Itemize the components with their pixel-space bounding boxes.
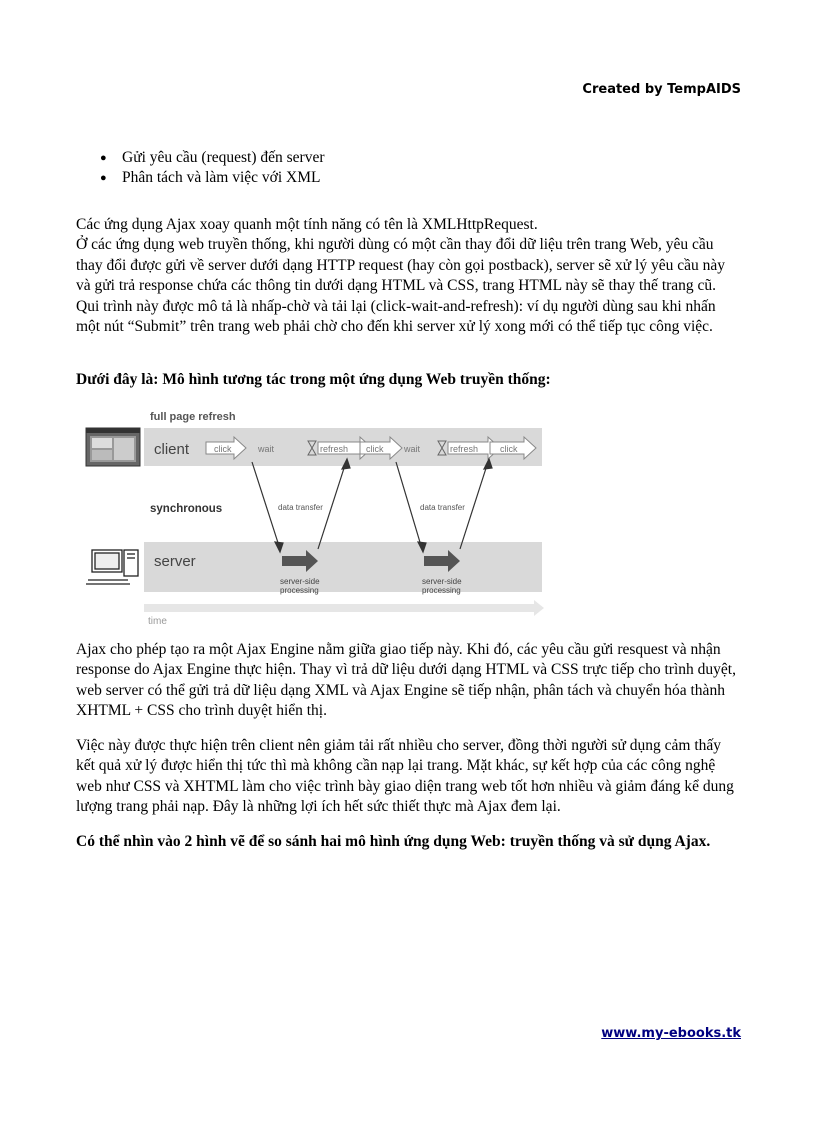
svg-text:refresh: refresh xyxy=(450,444,479,454)
server-side-label: server-side xyxy=(422,577,462,586)
svg-text:click: click xyxy=(214,444,232,454)
heading-compare-models: Có thể nhìn vào 2 hình vẽ để so sánh hai mô hình ứng dụng Web: truyền thống và sử dụng Ajax. xyxy=(76,833,711,850)
created-by-header: Created by TempAIDS xyxy=(582,82,741,97)
wait-label: wait xyxy=(404,444,421,454)
computer-icon xyxy=(86,550,138,584)
footer-link[interactable]: www.my-ebooks.tk xyxy=(601,1026,741,1041)
paragraph-xmlhttprequest: Các ứng dụng Ajax xoay quanh một tính năng có tên là XMLHttpRequest. Ở các ứng dụng web truyền thống, khi người dùng có một cần thay đổi dữ liệu trên trang Web, yêu cầu thay đổi được gửi về server dưới dạng HTTP request (hay còn gọi postback), server sẽ xử lý yêu cầu này và gửi trả response chứa các thông tin dưới dạng HTML và CSS, trang HTML này sẽ thay thế trang cũ. Qui trình này được mô tả là nhấp-chờ và tải lại (click-wait-and-refresh): ví dụ người dùng sau khi nhấn một nút “Submit” trên trang web phải chờ cho đến khi server xử lý xong mới có thể tiếp tục công việc. xyxy=(76,216,726,336)
processing-label: processing xyxy=(280,586,319,595)
wait-label: wait xyxy=(258,444,275,454)
paragraph-benefits: Việc này được thực hiện trên client nên giảm tải rất nhiều cho server, đồng thời người sử dụng cảm thấy kết quả xử lý được hiển thị tức thì mà không cần nạp lại trang. Mặt khác, sự kết hợp của các công nghệ web như CSS và XHTML làm cho việc trình bày giao diện trang web tốt hơn nhiều và giảm đáng kể dung lượng trang phải nạp. Đây là những lợi ích hết sức thiết thực mà Ajax đem lại. xyxy=(76,737,734,816)
svg-text:refresh: refresh xyxy=(320,444,349,454)
server-band xyxy=(144,542,542,592)
traditional-web-model-diagram xyxy=(84,404,546,628)
client-label: client xyxy=(154,441,190,458)
processing-label: processing xyxy=(422,586,461,595)
server-side-label: server-side xyxy=(280,577,320,586)
paragraph-ajax-engine: Ajax cho phép tạo ra một Ajax Engine nằm giữa giao tiếp này. Khi đó, các yêu cầu gửi resquest và nhận response do Ajax Engine thực hiện. Thay vì trả dữ liệu dưới dạng HTML và CSS trực tiếp cho trình duyệt, web server có thể gửi trả dữ liệu dạng XML và Ajax Engine sẽ tiếp nhận, phân tách và chuyển hóa thành XHTML + CSS cho trình duyệt hiển thị. xyxy=(76,641,736,720)
list-item: ● Phân tách và làm việc với XML xyxy=(100,168,325,188)
data-transfer-label: data transfer xyxy=(278,503,323,512)
browser-window-icon xyxy=(86,428,140,466)
data-transfer-label: data transfer xyxy=(420,503,465,512)
synchronous-label: synchronous xyxy=(150,503,223,515)
heading-traditional-model: Dưới đây là: Mô hình tương tác trong một ứng dụng Web truyền thống: xyxy=(76,371,551,388)
list-item: ● Gửi yêu cầu (request) đến server xyxy=(100,148,325,168)
bullet-list xyxy=(100,148,325,188)
time-axis xyxy=(144,600,544,616)
svg-text:click: click xyxy=(500,444,518,454)
svg-text:click: click xyxy=(366,444,384,454)
server-label: server xyxy=(154,553,196,570)
time-label: time xyxy=(148,616,167,627)
diagram-title: full page refresh xyxy=(150,411,236,423)
